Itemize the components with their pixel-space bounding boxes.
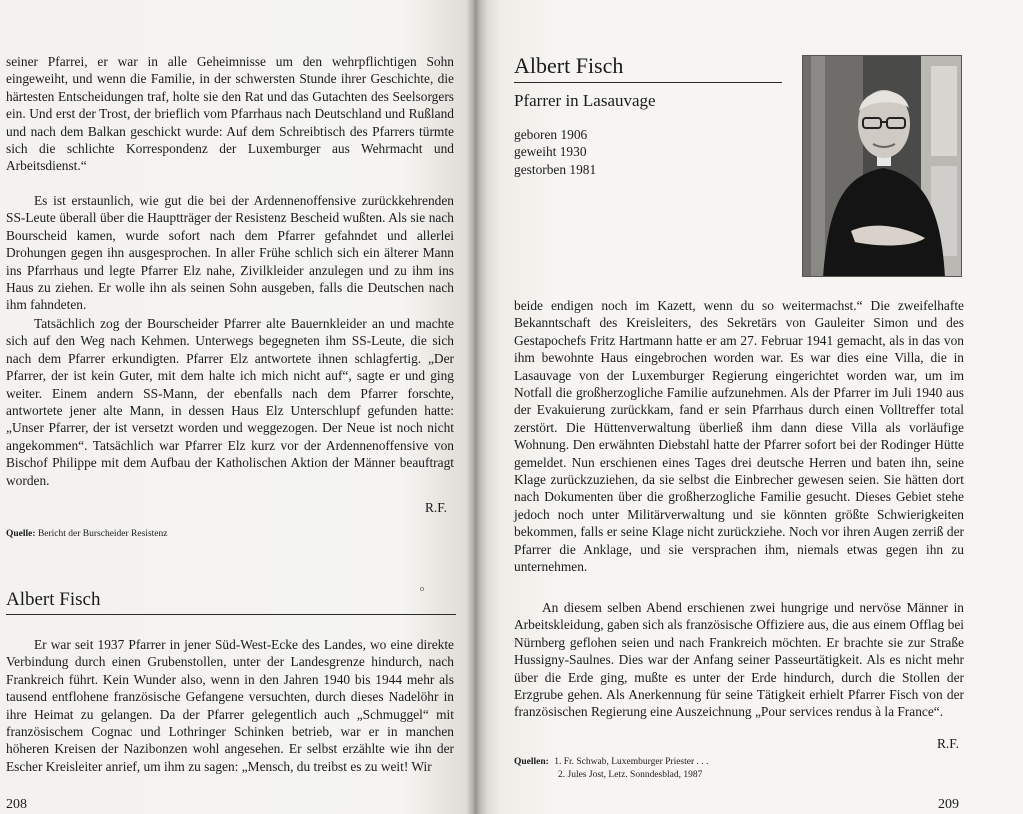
- left-source-label: Quelle:: [6, 529, 36, 539]
- left-page: [0, 0, 474, 814]
- right-sources: [514, 756, 708, 782]
- left-heading-rule: [6, 614, 456, 615]
- right-source-line-1: [514, 756, 708, 769]
- right-title-rule: [514, 82, 782, 83]
- right-paragraph-1: beide endigen noch im Kazett, wenn du so weitermachst.“ Die zweifelhafte Bekanntschaft des Kreisleiters, des Sekretärs von Gauleiter Simon und des Gestapochefs Fritz Hartmann hatte er am 27. Februar 1941 gemacht, als in das von ihm bewohnte Haus eingebrochen worden war. Es war dies eine Villa, die in Lasauvage von der Luxemburger Regierung eingerichtet worden war, um im Notfall die großherzogliche Familie aufzunehmen. Als der Pfarrer im Juli 1940 aus der Evakuierung zurückkam, fand er sein Pfarrhaus durch einen Volltreffer total zerstört. Die Hüttenverwaltung überließ ihm dann diese Villa als vorläufige Wohnung. Den erwähnten Diebstahl hatte der Pfarrer sofort bei der Rodinger Hütte gemeldet. Nun erschienen eines Tages drei deutsche Herren und baten ihn, seine Klage zurückzuziehen, da sie selbst die Einbrecher gewesen seien. Sie hätten dort nach Dokumenten über die großherzogliche Familie gesucht. Dieses Gebiet stehe jedoch noch unter Militärverwaltung und sie könnten größte Schwierigkeiten bekommen, falls er seine Klage nicht zurückziehe. Noch vor ihren Augen zerriß der Pfarrer die Anklage, und sie versprachen ihm, niemals etwas gegen ihn zu unternehmen.: [514, 298, 964, 575]
- left-paragraph-4: Er war seit 1937 Pfarrer in jener Süd-West-Ecke des Landes, wo eine direkte Verbindung durch einen Grubenstollen, unter der Landesgrenze hindurch, nach Frankreich führt. Kein Wunder also, wenn in den Jahren 1940 bis 1944 mehr als tausend entflohene französische Gefangene versuchten, durch dieses Nadelöhr in ihre Heimat zu gelangen. Da der Pfarrer gelegentlich auch „Schmuggel“ mit französischem Cognac und Lothringer Schinken betrieb, war er in manchen höheren Kreisen der Nazibonzen wohl angesehen. Er selbst erzählte wie ihn der Escher Kreisleiter anrief, um ihm zu sagen: „Mensch, du treibst es zu weit! Wir: [6, 637, 454, 774]
- left-paragraph-1: seiner Pfarrei, er war in alle Geheimnisse um den wehrpflichtigen Sohn eingeweiht, und wenn die Familie, in der schwersten Stunde ihrer Geschichte, die härtesten Entscheidungen traf, holte sie den Rat und das Gutachten des Seelsorgers ein. Und erst der Trost, der brieflich vom Pfarrhaus nach Deutschland und Rußland und nach dem Balkan geschickt wurde: Auf dem Schreibtisch des Pfarrers türmte sich die schlichte Korrespondenz der Luxemburger aus Wehrmacht und Arbeitsdienst.“: [6, 54, 454, 174]
- book-gutter: [466, 0, 488, 814]
- fact-ordained: geweiht 1930: [514, 144, 587, 160]
- left-signature: R.F.: [425, 500, 448, 515]
- left-source-text: Bericht der Burscheider Resistenz: [37, 529, 168, 539]
- left-paragraph-2: Es ist erstaunlich, wie gut die bei der Ardennenoffensive zurückkehrenden SS-Leute überall über die Hauptträger der Resistenz Bescheid wußten. Als sie nach Bourscheid kamen, wurde sofort nach dem Pfarrer gefahndet und allerlei Drohungen gegen ihn ausgesprochen. In aller Frühe schlich sich ein älterer Mann ins Pfarrhaus und legte Pfarrer Elz nahe, Zivilkleider anzulegen und zu ihm ins Haus zu ziehen. Er wolle ihn als seinen Sohn ausgeben, falls die Deutschen nach ihm fahndeten.: [6, 193, 454, 313]
- right-subtitle: Pfarrer in Lasauvage: [514, 91, 656, 110]
- right-source-line-2: [514, 769, 708, 782]
- right-title: Albert Fisch: [514, 53, 624, 78]
- stray-mark: ᵒ: [420, 584, 425, 599]
- fact-died: gestorben 1981: [514, 161, 597, 177]
- biography-facts: [514, 126, 596, 178]
- left-paragraph-3: Tatsächlich zog der Bourscheider Pfarrer alte Bauernkleider an und machte sich auf den Weg nach Kehmen. Unterwegs begegneten ihm SS-Leute, die sich nach dem Pfarrer erkundigten. Pfarrer Elz antwortete ihnen schlagfertig. „Der Pfarrer, der ist kein Guter, mit dem halte ich mich nicht auf“, sagte er und ging weiter. Einem andern SS-Mann, der ebenfalls nach dem Pfarrer forschte, antwortete jener alte Mann, in dessen Haus Elz Unterschlupf gefunden hatte: „Unser Pfarrer, der ist versetzt worden und weggezogen. Der Neue ist noch nicht angekommen“. Tatsächlich war Pfarrer Elz kurz vor der Ardennenoffensive von Bischof Philippe mit dem Aufbau der Katholischen Aktion der Männer beauftragt worden.: [6, 316, 454, 488]
- fact-born: geboren 1906: [514, 127, 588, 142]
- right-source-1: 1. Fr. Schwab, Luxemburger Priester . . .: [554, 757, 709, 767]
- right-source-2: 2. Jules Jost, Letz. Sonndesblad, 1987: [558, 770, 703, 780]
- right-page-number: 209: [938, 797, 959, 812]
- right-signature: R.F.: [937, 736, 960, 751]
- left-source: [6, 528, 167, 541]
- right-sources-label: Quellen:: [514, 757, 549, 767]
- left-section-heading: Albert Fisch: [6, 589, 101, 610]
- portrait-photo-svg: [803, 56, 962, 277]
- right-paragraph-2: An diesem selben Abend erschienen zwei hungrige und nervöse Männer in Arbeitskleidung, gaben sich als französische Offiziere aus, die aus einem Offlag bei Nürnberg geflohen seien und nach Frankreich möchten. Er brachte sie zur Straße Hussigny-Saulnes. Dies war der Anfang seiner Passeurtätigkeit. Als es nicht mehr über die Erde ging, mußte es unter der Erde hindurch, durch die Stollen der Erzgrube gehen. Als Anerkennung für seine Tätigkeit erhielt Pfarrer Fisch von der französischen Regierung eine Auszeichnung „Pour services rendus à la France“.: [514, 600, 964, 720]
- left-page-number: 208: [6, 797, 27, 812]
- portrait-photo-icon: [802, 55, 962, 277]
